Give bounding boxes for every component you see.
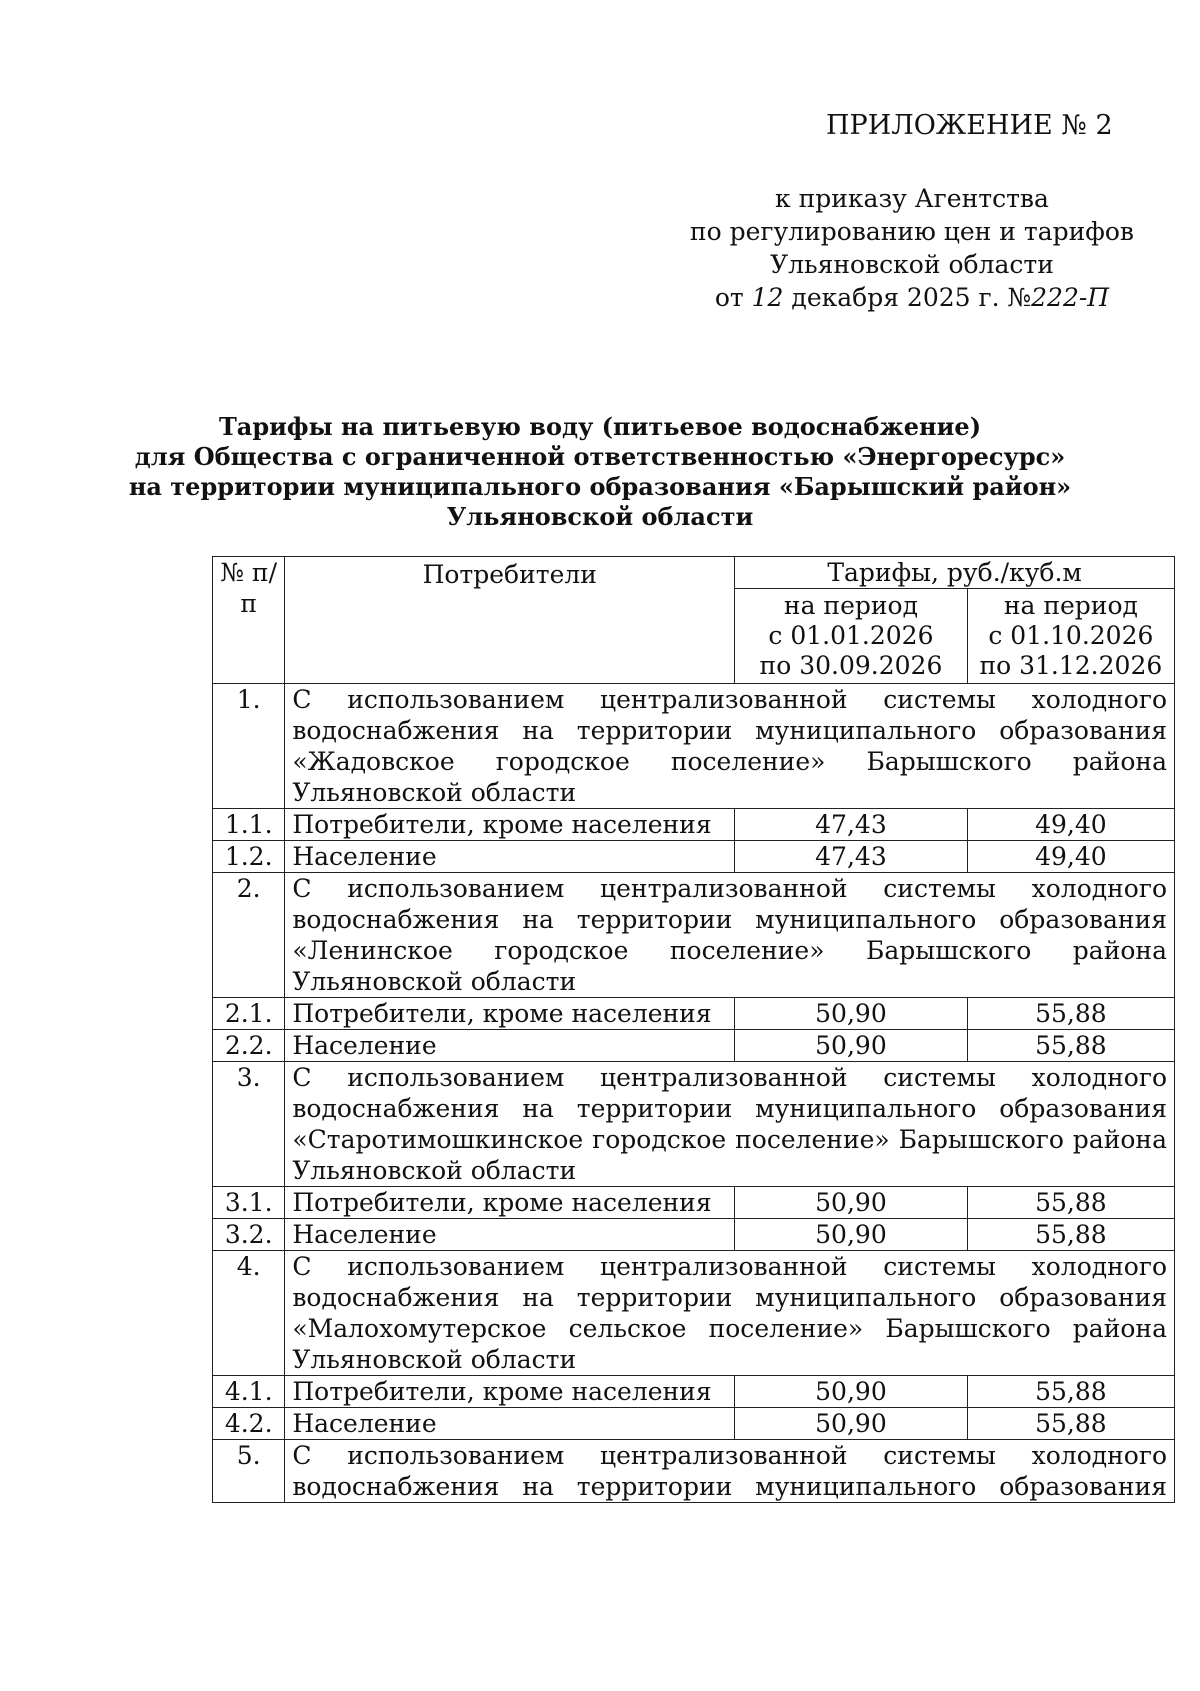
header-consumers: Потребители	[285, 557, 735, 684]
row-num: 3.2.	[213, 1219, 285, 1251]
section-desc: С использованием централизованной системы холодного водоснабжения на территории муниципального образования «Малохомутерское сельское поселение» Барышского района Ульяновской области	[285, 1251, 1175, 1376]
header-tariffs: Тарифы, руб./куб.м	[735, 557, 1175, 589]
title-line-3: на территории муниципального образования «Барышский район»	[128, 472, 1072, 501]
section-num: 5.	[213, 1440, 285, 1503]
section-desc: С использованием централизованной системы холодного водоснабжения на территории муниципального образования «Старотимошкинское городское поселение» Барышского района Ульяновской области	[285, 1062, 1175, 1187]
row-tariff-2: 55,88	[967, 1376, 1174, 1408]
section-desc: С использованием централизованной системы холодного водоснабжения на территории муниципального образования «Жадовское городское поселение» Барышского района Ульяновской области	[285, 684, 1175, 809]
header-period-1	[735, 589, 968, 684]
row-tariff-2: 55,88	[967, 998, 1174, 1030]
row-num: 4.1.	[213, 1376, 285, 1408]
row-tariff-1: 47,43	[735, 809, 968, 841]
title-line-4: Ульяновской области	[446, 502, 754, 531]
section-num: 2.	[213, 873, 285, 998]
row-consumer: Население	[285, 841, 735, 873]
date-day-handwritten: 12	[751, 283, 784, 312]
row-consumer: Потребители, кроме населения	[285, 809, 735, 841]
section-num: 3.	[213, 1062, 285, 1187]
period-2-line-2: с 01.10.2026	[988, 621, 1154, 650]
section-row	[213, 873, 1175, 998]
row-num: 4.2.	[213, 1408, 285, 1440]
period-1-line-3: по 30.09.2026	[759, 651, 943, 680]
row-num: 1.2.	[213, 841, 285, 873]
row-consumer: Население	[285, 1408, 735, 1440]
period-2-line-1: на период	[1003, 591, 1138, 620]
row-tariff-1: 47,43	[735, 841, 968, 873]
annex-ref-line-1: к приказу Агентства	[775, 184, 1049, 213]
row-tariff-1: 50,90	[735, 1030, 968, 1062]
table-row	[213, 1030, 1175, 1062]
date-prefix: от	[714, 283, 744, 312]
tariff-table	[212, 556, 1175, 1503]
document-title	[0, 412, 1200, 532]
section-row	[213, 1062, 1175, 1187]
annex-reference	[690, 182, 1200, 314]
annex-ref-date-line	[690, 281, 1134, 314]
period-1-line-1: на период	[783, 591, 918, 620]
row-tariff-1: 50,90	[735, 1408, 968, 1440]
row-num: 2.1.	[213, 998, 285, 1030]
row-tariff-2: 49,40	[967, 841, 1174, 873]
row-num: 1.1.	[213, 809, 285, 841]
row-num: 3.1.	[213, 1187, 285, 1219]
row-tariff-1: 50,90	[735, 1187, 968, 1219]
row-tariff-1: 50,90	[735, 1376, 968, 1408]
row-consumer: Население	[285, 1030, 735, 1062]
annex-title: ПРИЛОЖЕНИЕ № 2	[826, 110, 1113, 141]
row-tariff-2: 55,88	[967, 1408, 1174, 1440]
table-row	[213, 1187, 1175, 1219]
title-line-2: для Общества с ограниченной ответственностью «Энергоресурс»	[134, 442, 1066, 471]
row-tariff-2: 55,88	[967, 1030, 1174, 1062]
table-row	[213, 1408, 1175, 1440]
row-tariff-2: 49,40	[967, 809, 1174, 841]
period-2-line-3: по 31.12.2026	[979, 651, 1163, 680]
date-rest: декабря 2025 г. №	[791, 283, 1032, 312]
section-num: 1.	[213, 684, 285, 809]
section-row	[213, 684, 1175, 809]
section-desc: С использованием централизованной системы холодного водоснабжения на территории муниципального образования	[285, 1440, 1175, 1503]
row-consumer: Потребители, кроме населения	[285, 1376, 735, 1408]
row-consumer: Население	[285, 1219, 735, 1251]
table-row	[213, 998, 1175, 1030]
row-consumer: Потребители, кроме населения	[285, 1187, 735, 1219]
annex-ref-line-2: по регулированию цен и тарифов	[689, 217, 1134, 246]
row-tariff-1: 50,90	[735, 1219, 968, 1251]
order-number-handwritten: 222-П	[1031, 283, 1110, 312]
table-row	[213, 1219, 1175, 1251]
section-num: 4.	[213, 1251, 285, 1376]
title-line-1: Тарифы на питьевую воду (питьевое водоснабжение)	[218, 412, 982, 441]
section-row	[213, 1440, 1175, 1503]
row-tariff-2: 55,88	[967, 1187, 1174, 1219]
table-row	[213, 841, 1175, 873]
row-tariff-2: 55,88	[967, 1219, 1174, 1251]
header-num: № п/п	[213, 557, 285, 684]
row-num: 2.2.	[213, 1030, 285, 1062]
header-period-2	[967, 589, 1174, 684]
period-1-line-2: с 01.01.2026	[768, 621, 934, 650]
section-row	[213, 1251, 1175, 1376]
row-consumer: Потребители, кроме населения	[285, 998, 735, 1030]
table-row	[213, 1376, 1175, 1408]
section-desc: С использованием централизованной системы холодного водоснабжения на территории муниципального образования «Ленинское городское поселение» Барышского района Ульяновской области	[285, 873, 1175, 998]
annex-ref-line-3: Ульяновской области	[770, 250, 1054, 279]
table-row	[213, 809, 1175, 841]
row-tariff-1: 50,90	[735, 998, 968, 1030]
